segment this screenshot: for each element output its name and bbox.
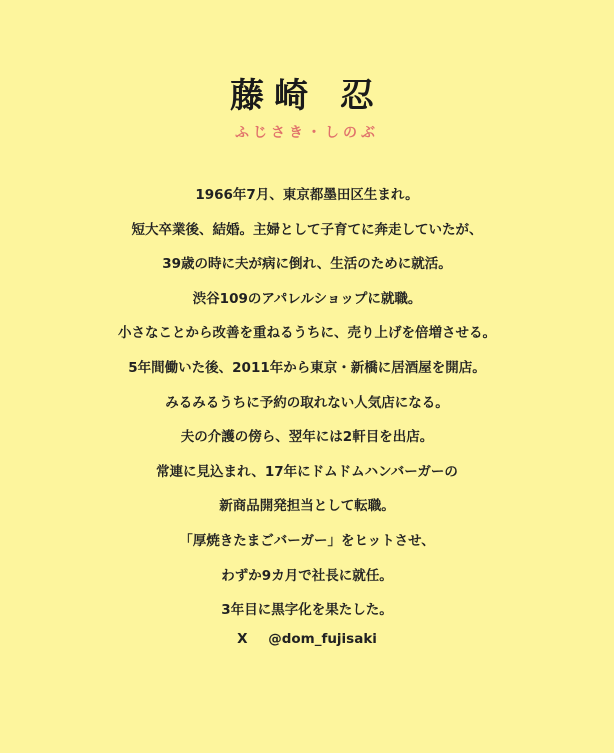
bio-line: 渋谷109のアパレルショップに就職。 xyxy=(192,290,422,307)
bio-line: 5年間働いた後、2011年から東京・新橋に居酒屋を開店。 xyxy=(128,359,486,376)
social-handle[interactable]: @dom_fujisaki xyxy=(268,631,377,647)
bio-line: 39歳の時に夫が病に倒れ、生活のために就活。 xyxy=(162,256,452,273)
profile-name-kana: ふじさき・しのぶ xyxy=(235,125,379,141)
bio-line: みるみるうちに予約の取れない人気店になる。 xyxy=(165,394,449,411)
bio-line: 夫の介護の傍ら、翌年には2軒目を出店。 xyxy=(180,429,434,446)
x-logo-icon: X xyxy=(237,631,248,647)
bio-line: 1966年7月、東京都墨田区生まれ。 xyxy=(195,187,419,203)
profile-name: 藤崎 忍 xyxy=(230,76,384,116)
bio-line: 常連に見込まれ、17年にドムドムハンバーガーの xyxy=(156,463,458,480)
biography xyxy=(0,178,614,628)
social-link[interactable] xyxy=(0,626,614,652)
bio-line: 小さなことから改善を重ねるうちに、売り上げを倍増させる。 xyxy=(118,325,496,342)
bio-line: 新商品開発担当として転職。 xyxy=(219,498,395,515)
bio-line: 短大卒業後、結婚。主婦として子育てに奔走していたが、 xyxy=(131,221,483,238)
bio-line: 「厚焼きたまごバーガー」をヒットさせ、 xyxy=(179,532,435,549)
bio-line: 3年目に黒字化を果たした。 xyxy=(221,602,393,619)
bio-line: わずか9カ月で社長に就任。 xyxy=(221,567,393,584)
